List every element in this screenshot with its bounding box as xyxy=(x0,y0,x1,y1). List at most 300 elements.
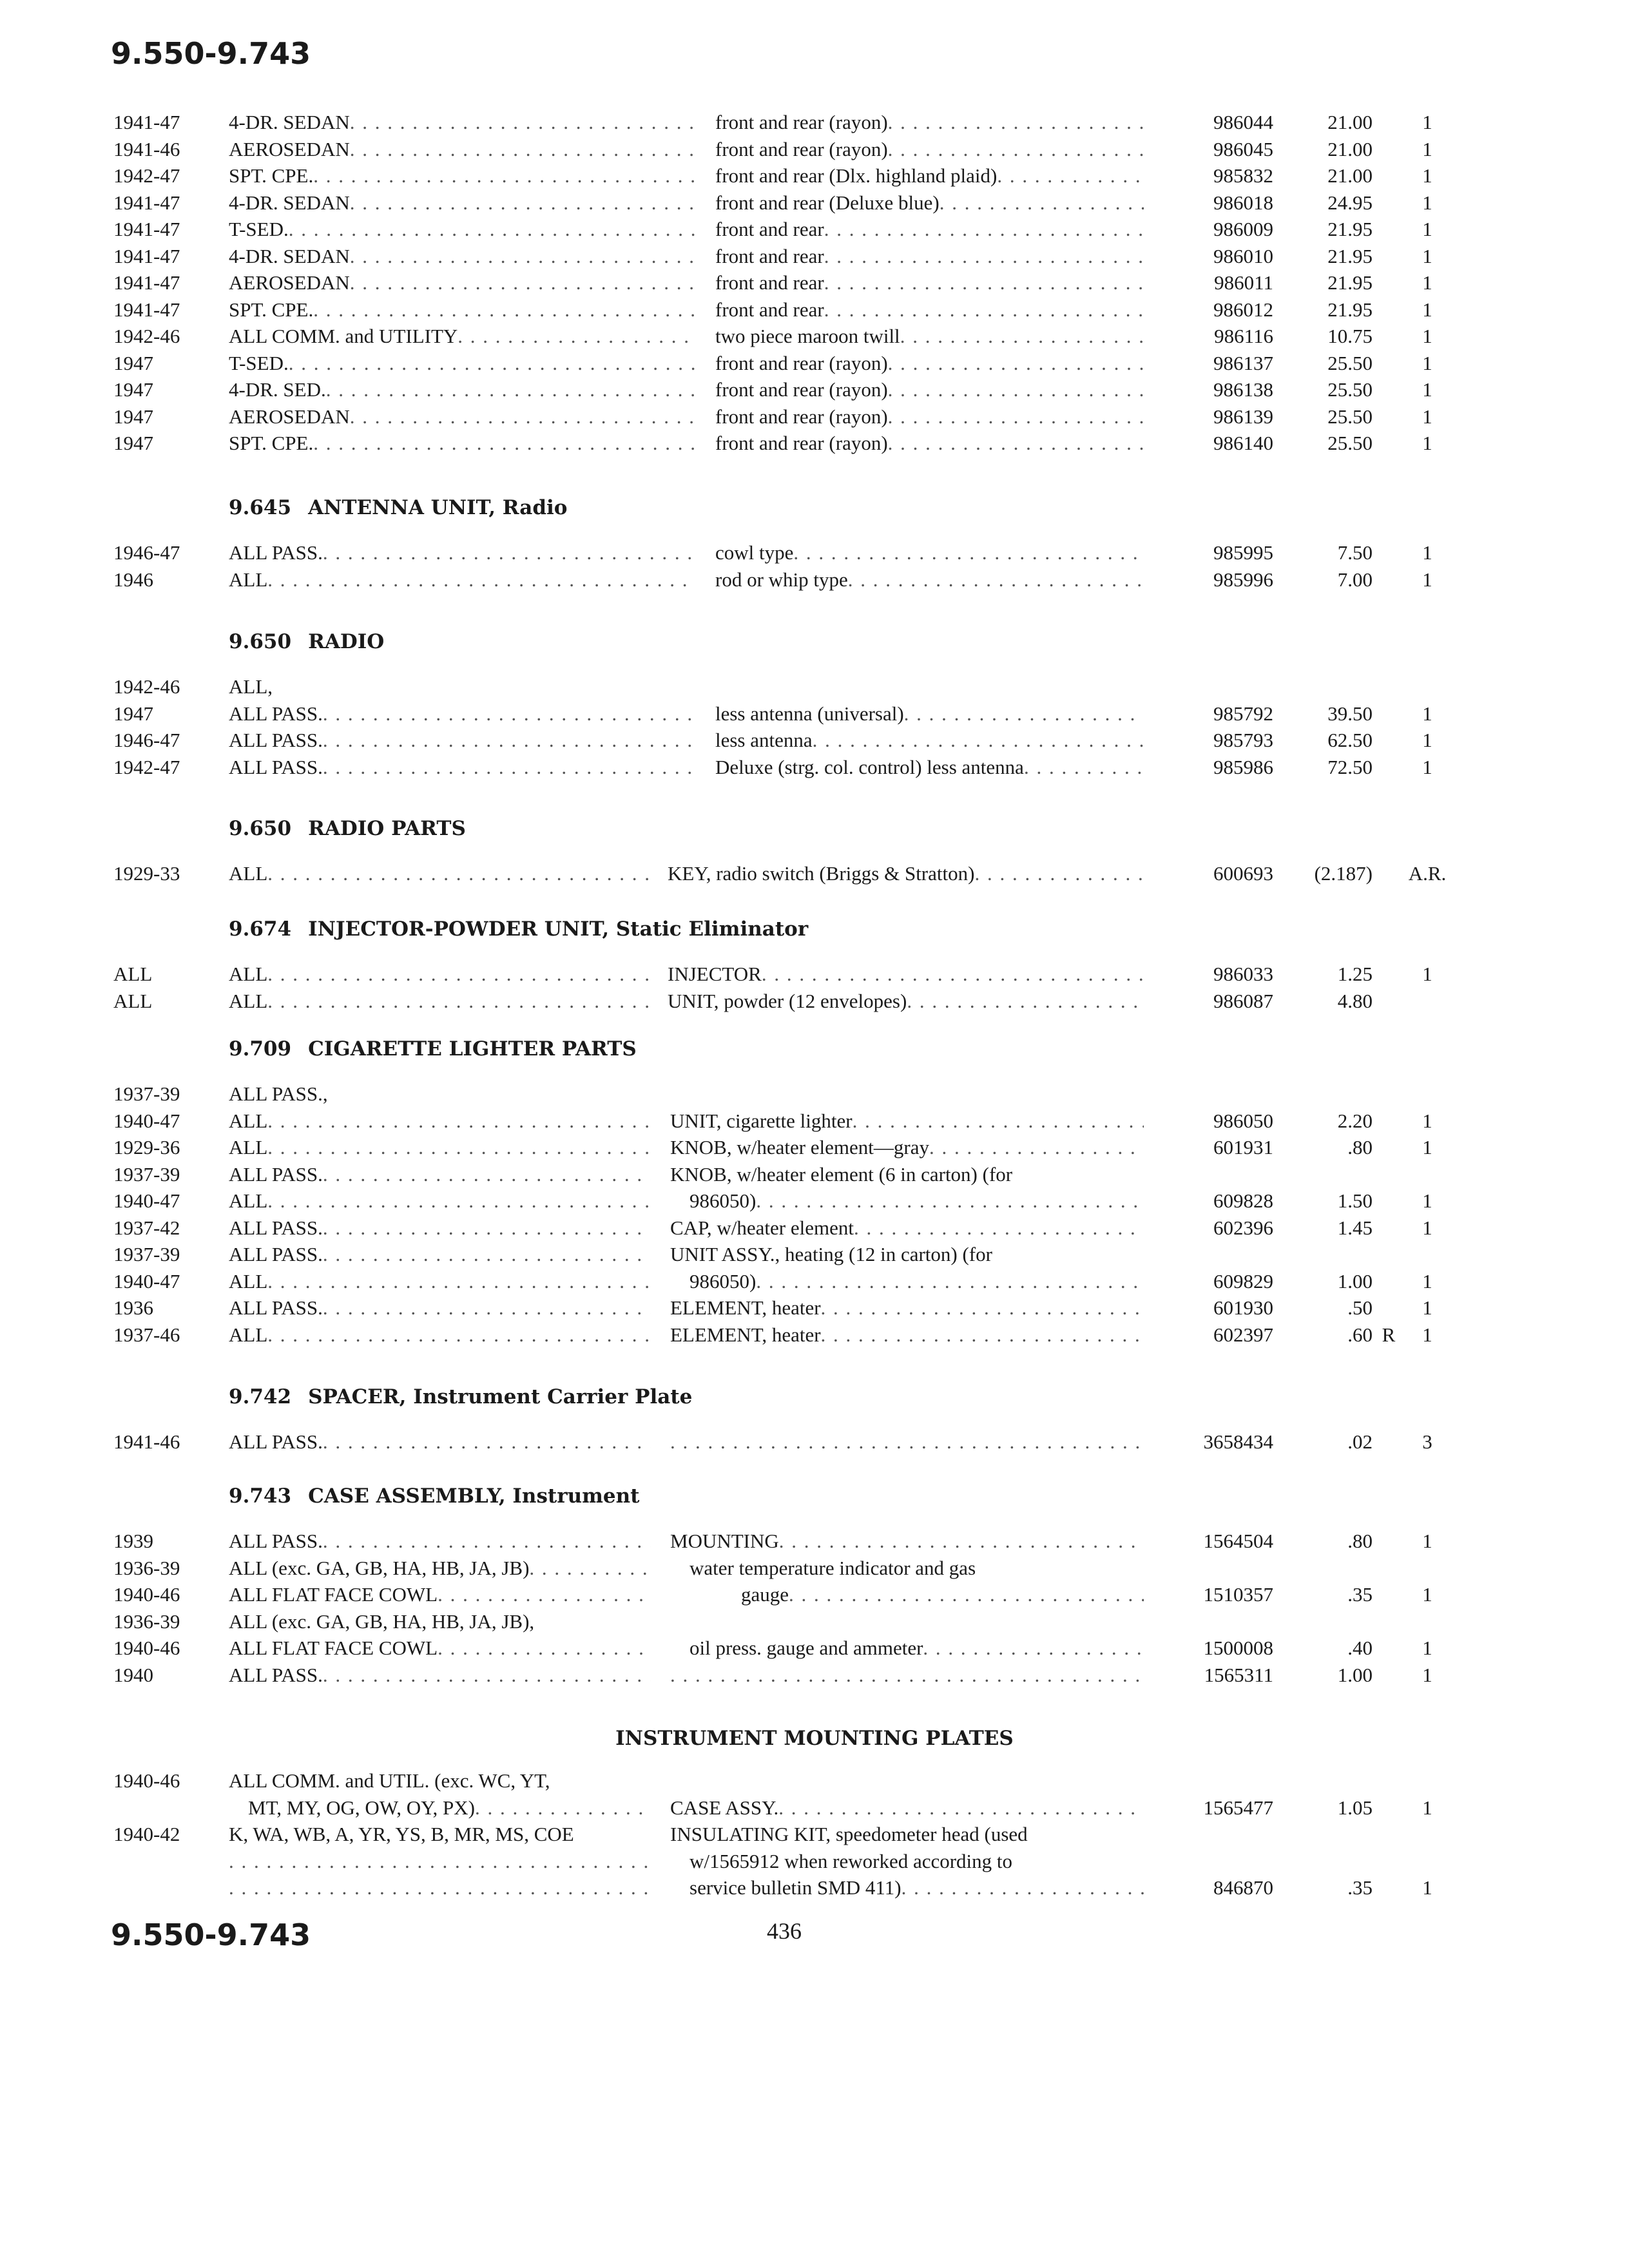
model-cell xyxy=(229,988,648,1014)
quantity: 1 xyxy=(1422,1136,1432,1158)
description-cell xyxy=(670,1429,1144,1455)
section-number: 9.743 xyxy=(229,1485,292,1508)
year-range: 1941-47 xyxy=(113,271,180,294)
model-name: MT, MY, OG, OW, OY, PX) xyxy=(248,1796,475,1819)
model-name: 4-DR. SEDAN xyxy=(229,111,350,133)
model-name: ALL PASS. xyxy=(229,1243,323,1265)
description-text: rod or whip type xyxy=(715,568,848,591)
model-name: AEROSEDAN xyxy=(229,271,350,294)
price: 2.20 xyxy=(1337,1109,1373,1132)
year-range: 1940-46 xyxy=(113,1637,180,1659)
table-row xyxy=(0,270,1629,296)
model-name: ALL PASS. xyxy=(229,1430,323,1453)
quantity: 1 xyxy=(1422,1323,1432,1346)
description-text: KNOB, w/heater element—gray xyxy=(670,1136,930,1158)
price: .35 xyxy=(1347,1876,1373,1899)
price: 21.00 xyxy=(1327,164,1373,187)
model-cell xyxy=(229,1242,651,1267)
model-cell xyxy=(229,377,696,403)
part-number: 986033 xyxy=(1213,963,1273,985)
leader-dots xyxy=(267,567,696,593)
quantity: 1 xyxy=(1422,1189,1432,1212)
year-range: 1942-46 xyxy=(113,325,180,347)
price: 25.50 xyxy=(1327,405,1373,428)
table-row xyxy=(0,190,1629,216)
quantity: 1 xyxy=(1422,1216,1432,1239)
description-text: Deluxe (strg. col. control) less antenna xyxy=(715,755,1024,778)
description-cell xyxy=(715,351,1144,376)
quantity: 1 xyxy=(1422,702,1432,725)
section-title: RADIO PARTS xyxy=(308,817,466,840)
price: 7.50 xyxy=(1337,541,1373,564)
description-text: 986050) xyxy=(689,1189,757,1212)
price: 21.95 xyxy=(1327,244,1373,267)
part-number: 986116 xyxy=(1214,325,1273,347)
year-range: 1941-47 xyxy=(113,244,180,267)
leader-dots xyxy=(940,190,1144,216)
section-heading xyxy=(229,1485,640,1508)
leader-dots xyxy=(793,540,1144,566)
year-range: 1947 xyxy=(113,702,153,725)
leader-dots xyxy=(350,110,696,135)
description-text: two piece maroon twill xyxy=(715,325,900,347)
year-range: 1940-47 xyxy=(113,1109,180,1132)
price: 25.50 xyxy=(1327,378,1373,401)
table-row xyxy=(0,1528,1629,1554)
section-number: 9.742 xyxy=(229,1385,292,1408)
part-number: 3658434 xyxy=(1203,1430,1273,1453)
table-row xyxy=(0,727,1629,753)
price: 1.00 xyxy=(1337,1663,1373,1686)
table-row xyxy=(0,988,1629,1014)
section-number: 9.650 xyxy=(229,817,292,840)
quantity: 1 xyxy=(1422,541,1432,564)
model-cell xyxy=(229,674,696,700)
description-cell xyxy=(715,727,1144,753)
model-cell xyxy=(229,861,648,887)
description-text: UNIT, powder (12 envelopes) xyxy=(668,989,907,1012)
description-cell xyxy=(668,861,1144,887)
description-cell xyxy=(670,1795,1144,1821)
year-range: 1937-39 xyxy=(113,1243,180,1265)
leader-dots xyxy=(229,1849,651,1874)
price: 39.50 xyxy=(1327,702,1373,725)
model-name: ALL PASS. xyxy=(229,1530,323,1552)
part-number: 601931 xyxy=(1213,1136,1273,1158)
quantity: 1 xyxy=(1422,111,1432,133)
description-text: ELEMENT, heater xyxy=(670,1296,821,1319)
leader-dots xyxy=(929,1135,1144,1160)
price: .40 xyxy=(1347,1637,1373,1659)
description-cell xyxy=(668,961,1144,987)
model-cell xyxy=(229,1528,651,1554)
section-title: CIGARETTE LIGHTER PARTS xyxy=(308,1037,637,1061)
description-cell xyxy=(715,110,1144,135)
year-range: 1942-47 xyxy=(113,755,180,778)
section-title: RADIO xyxy=(308,630,385,653)
leader-dots xyxy=(267,988,648,1014)
part-number: 986139 xyxy=(1213,405,1273,428)
model-name: ALL COMM. and UTIL. (exc. WC, YT, xyxy=(229,1769,550,1792)
leader-dots xyxy=(289,351,696,376)
model-name: ALL xyxy=(229,1323,268,1346)
leader-dots xyxy=(848,567,1144,593)
description-text: KEY, radio switch (Briggs & Stratton) xyxy=(668,862,975,885)
model-name: T-SED. xyxy=(229,218,289,240)
section-number: 9.674 xyxy=(229,918,292,941)
table-row xyxy=(0,1295,1629,1321)
quantity: 1 xyxy=(1422,271,1432,294)
description-text: service bulletin SMD 411) xyxy=(689,1876,901,1899)
leader-dots xyxy=(323,1295,651,1321)
description-cell xyxy=(715,323,1144,349)
leader-dots xyxy=(853,1108,1144,1134)
model-cell xyxy=(229,1768,651,1794)
price: 24.95 xyxy=(1327,191,1373,214)
model-cell xyxy=(229,1135,651,1160)
instrument-mounting-plates-heading: INSTRUMENT MOUNTING PLATES xyxy=(615,1727,1014,1750)
leader-dots xyxy=(350,137,696,162)
table-row xyxy=(0,137,1629,162)
quantity: 1 xyxy=(1422,1269,1432,1293)
table-row xyxy=(0,377,1629,403)
leader-dots xyxy=(824,270,1144,296)
quantity: 1 xyxy=(1422,351,1432,374)
part-number: 609829 xyxy=(1213,1269,1273,1293)
part-number: 986140 xyxy=(1213,432,1273,454)
table-row xyxy=(0,163,1629,189)
leader-dots xyxy=(900,323,1144,349)
leader-dots xyxy=(974,861,1144,887)
price: 1.45 xyxy=(1337,1216,1373,1239)
quantity: 3 xyxy=(1422,1430,1432,1453)
model-name: AEROSEDAN xyxy=(229,137,350,160)
model-name: AEROSEDAN xyxy=(229,405,350,428)
year-range: 1941-47 xyxy=(113,298,180,321)
year-range: 1947 xyxy=(113,378,153,401)
description-cell xyxy=(715,270,1144,296)
leader-dots xyxy=(313,163,696,189)
part-number: 986138 xyxy=(1213,378,1273,401)
table-row xyxy=(0,674,1629,700)
model-name: T-SED. xyxy=(229,351,289,374)
price: 7.00 xyxy=(1337,568,1373,591)
leader-dots xyxy=(267,1135,651,1160)
part-number: 986050 xyxy=(1213,1109,1273,1132)
year-range: 1939 xyxy=(113,1530,153,1552)
quantity: 1 xyxy=(1422,1796,1432,1819)
leader-dots xyxy=(438,1635,651,1661)
description-cell xyxy=(670,1295,1144,1321)
model-cell xyxy=(229,110,696,135)
leader-dots xyxy=(229,1875,651,1901)
leader-dots xyxy=(904,701,1144,727)
section-heading xyxy=(229,817,466,840)
part-number: 986045 xyxy=(1213,137,1273,160)
description-text: 986050) xyxy=(689,1269,757,1293)
part-number: 985793 xyxy=(1213,729,1273,751)
year-range: 1941-46 xyxy=(113,137,180,160)
leader-dots xyxy=(323,1528,651,1554)
year-range: ALL xyxy=(113,989,153,1012)
year-range: 1940 xyxy=(113,1663,153,1686)
leader-dots xyxy=(267,861,648,887)
year-range: 1940-47 xyxy=(113,1269,180,1293)
leader-dots xyxy=(350,244,696,269)
description-text: CASE ASSY. xyxy=(670,1796,779,1819)
year-range: 1937-46 xyxy=(113,1323,180,1346)
table-row xyxy=(0,1081,1629,1107)
description-text: front and rear xyxy=(715,244,824,267)
leader-dots xyxy=(313,297,696,323)
leader-dots xyxy=(323,1242,651,1267)
model-name: ALL PASS. xyxy=(229,1216,323,1239)
quantity: 1 xyxy=(1422,755,1432,778)
description-cell xyxy=(715,244,1144,269)
model-cell xyxy=(229,1662,651,1688)
quantity: 1 xyxy=(1422,432,1432,454)
year-range: 1929-36 xyxy=(113,1136,180,1158)
description-text: oil press. gauge and ammeter xyxy=(689,1637,923,1659)
leader-dots xyxy=(267,1108,651,1134)
part-number: 986009 xyxy=(1213,218,1273,240)
leader-dots xyxy=(350,404,696,430)
description-cell xyxy=(689,1849,1144,1874)
year-range: 1937-42 xyxy=(113,1216,180,1239)
description-text: INJECTOR xyxy=(668,963,762,985)
leader-dots xyxy=(779,1528,1144,1554)
model-name: ALL PASS., xyxy=(229,1082,328,1105)
table-row xyxy=(0,1108,1629,1134)
year-range: 1929-33 xyxy=(113,862,180,885)
price: 21.00 xyxy=(1327,137,1373,160)
section-number: 9.645 xyxy=(229,496,292,519)
year-range: 1947 xyxy=(113,432,153,454)
model-name: ALL FLAT FACE COWL xyxy=(229,1637,438,1659)
description-cell xyxy=(670,1242,1144,1267)
part-number: 986018 xyxy=(1213,191,1273,214)
description-text: less antenna xyxy=(715,729,813,751)
table-row xyxy=(0,1555,1629,1581)
price: .02 xyxy=(1347,1430,1373,1453)
description-cell xyxy=(715,216,1144,242)
model-cell xyxy=(229,754,696,780)
year-range: 1941-47 xyxy=(113,191,180,214)
description-text: front and rear (rayon) xyxy=(715,378,888,401)
quantity: 1 xyxy=(1422,963,1432,985)
description-cell xyxy=(670,1662,1144,1688)
model-cell xyxy=(229,1188,651,1214)
model-cell xyxy=(229,1635,651,1661)
quantity: 1 xyxy=(1422,298,1432,321)
description-text: cowl type xyxy=(715,541,794,564)
table-row xyxy=(0,961,1629,987)
quantity: 1 xyxy=(1422,1637,1432,1659)
model-cell xyxy=(229,1081,651,1107)
year-range: 1942-47 xyxy=(113,164,180,187)
model-name: ALL xyxy=(229,963,268,985)
revision-mark: R xyxy=(1382,1323,1396,1346)
table-row xyxy=(0,1821,1629,1847)
price: 4.80 xyxy=(1337,989,1373,1012)
table-row xyxy=(0,323,1629,349)
year-range: 1946-47 xyxy=(113,541,180,564)
description-text: front and rear (rayon) xyxy=(715,137,888,160)
table-row xyxy=(0,1269,1629,1294)
description-cell xyxy=(670,1135,1144,1160)
price: .50 xyxy=(1347,1296,1373,1319)
model-cell xyxy=(229,961,648,987)
model-name: ALL xyxy=(229,1136,268,1158)
description-text: water temperature indicator and gas xyxy=(689,1556,976,1579)
part-number: 986044 xyxy=(1213,111,1273,133)
description-text: less antenna (universal) xyxy=(715,702,904,725)
year-range: 1937-39 xyxy=(113,1162,180,1186)
description-text: front and rear xyxy=(715,298,824,321)
description-cell xyxy=(715,430,1144,456)
model-name: ALL xyxy=(229,862,268,885)
model-cell xyxy=(229,404,696,430)
leader-dots xyxy=(888,430,1144,456)
model-name: ALL PASS. xyxy=(229,729,323,751)
price: 21.00 xyxy=(1327,111,1373,133)
year-range: 1940-46 xyxy=(113,1769,180,1792)
leader-dots xyxy=(888,110,1144,135)
section-heading xyxy=(229,1385,692,1408)
price: 62.50 xyxy=(1327,729,1373,751)
part-number: 1564504 xyxy=(1203,1530,1273,1552)
description-text: front and rear (rayon) xyxy=(715,405,888,428)
table-row xyxy=(0,1215,1629,1241)
model-name: ALL PASS. xyxy=(229,1296,323,1319)
price: 25.50 xyxy=(1327,351,1373,374)
leader-dots xyxy=(323,701,696,727)
description-cell xyxy=(670,1821,1144,1847)
model-cell xyxy=(229,1875,651,1901)
description-cell xyxy=(715,567,1144,593)
table-row xyxy=(0,1429,1629,1455)
part-number: 985832 xyxy=(1213,164,1273,187)
model-name: ALL xyxy=(229,568,268,591)
table-row xyxy=(0,567,1629,593)
price: 10.75 xyxy=(1327,325,1373,347)
quantity: 1 xyxy=(1422,1296,1432,1319)
leader-dots xyxy=(670,1662,1144,1688)
leader-dots xyxy=(323,1162,651,1187)
model-cell xyxy=(229,297,696,323)
model-cell xyxy=(229,1269,651,1294)
model-name: ALL PASS. xyxy=(229,541,323,564)
leader-dots xyxy=(821,1295,1144,1321)
description-text: UNIT, cigarette lighter xyxy=(670,1109,853,1132)
model-cell xyxy=(229,727,696,753)
model-name: ALL xyxy=(229,1109,268,1132)
price: 1.05 xyxy=(1337,1796,1373,1819)
model-cell xyxy=(229,430,696,456)
section-heading xyxy=(229,1037,637,1061)
leader-dots xyxy=(267,1322,651,1348)
part-number: 985996 xyxy=(1213,568,1273,591)
description-cell xyxy=(689,1635,1144,1661)
leader-dots xyxy=(824,297,1144,323)
model-cell xyxy=(229,244,696,269)
section-title: ANTENNA UNIT, Radio xyxy=(308,496,568,519)
quantity: 1 xyxy=(1422,1583,1432,1606)
model-cell xyxy=(229,1295,651,1321)
table-row xyxy=(0,244,1629,269)
model-name: 4-DR. SEDAN xyxy=(229,191,350,214)
leader-dots xyxy=(907,988,1144,1014)
quantity: 1 xyxy=(1422,325,1432,347)
leader-dots xyxy=(326,377,696,403)
table-row xyxy=(0,1135,1629,1160)
model-name: SPT. CPE. xyxy=(229,164,314,187)
model-cell xyxy=(229,1821,651,1847)
part-number: 985986 xyxy=(1213,755,1273,778)
quantity: 1 xyxy=(1422,378,1432,401)
model-cell xyxy=(229,1215,651,1241)
section-title: INJECTOR-POWDER UNIT, Static Eliminator xyxy=(308,918,809,941)
part-number: 600693 xyxy=(1213,862,1273,885)
quantity: 1 xyxy=(1422,568,1432,591)
price: 1.00 xyxy=(1337,1269,1373,1293)
model-cell xyxy=(229,567,696,593)
year-range: 1936-39 xyxy=(113,1610,180,1633)
table-row xyxy=(0,351,1629,376)
leader-dots xyxy=(923,1635,1144,1661)
model-cell xyxy=(229,1849,651,1874)
description-cell xyxy=(715,190,1144,216)
quantity: 1 xyxy=(1422,1876,1432,1899)
model-name: K, WA, WB, A, YR, YS, B, MR, MS, COE xyxy=(229,1823,574,1845)
leader-dots xyxy=(350,190,696,216)
table-row xyxy=(0,216,1629,242)
model-cell xyxy=(229,323,696,349)
part-number: 601930 xyxy=(1213,1296,1273,1319)
part-number: 986010 xyxy=(1213,244,1273,267)
model-name: 4-DR. SEDAN xyxy=(229,244,350,267)
model-name: ALL (exc. GA, GB, HA, HB, JA, JB) xyxy=(229,1556,530,1579)
description-cell xyxy=(670,1322,1144,1348)
quantity: 1 xyxy=(1422,1530,1432,1552)
leader-dots xyxy=(824,244,1144,269)
description-text: front and rear (Dlx. highland plaid) xyxy=(715,164,998,187)
leader-dots xyxy=(267,961,648,987)
model-name: ALL PASS. xyxy=(229,755,323,778)
leader-dots xyxy=(323,1215,651,1241)
description-text: KNOB, w/heater element (6 in carton) (for xyxy=(670,1162,1013,1186)
part-number: 1510357 xyxy=(1203,1583,1273,1606)
description-text: CAP, w/heater element xyxy=(670,1216,854,1239)
model-cell xyxy=(229,1609,651,1635)
year-range: 1936 xyxy=(113,1296,153,1319)
table-row xyxy=(0,297,1629,323)
model-name: ALL PASS. xyxy=(229,1663,323,1686)
leader-dots xyxy=(267,1269,651,1294)
model-name: ALL xyxy=(229,1269,268,1293)
model-name: 4-DR. SED. xyxy=(229,378,326,401)
leader-dots xyxy=(756,1269,1144,1294)
section-number: 9.709 xyxy=(229,1037,292,1061)
section-heading xyxy=(229,918,808,941)
table-row xyxy=(0,1609,1629,1635)
year-range: 1941-47 xyxy=(113,111,180,133)
part-number: 602397 xyxy=(1213,1323,1273,1346)
leader-dots xyxy=(323,754,696,780)
model-cell xyxy=(229,1322,651,1348)
part-number: 609828 xyxy=(1213,1189,1273,1212)
description-text: MOUNTING xyxy=(670,1530,779,1552)
